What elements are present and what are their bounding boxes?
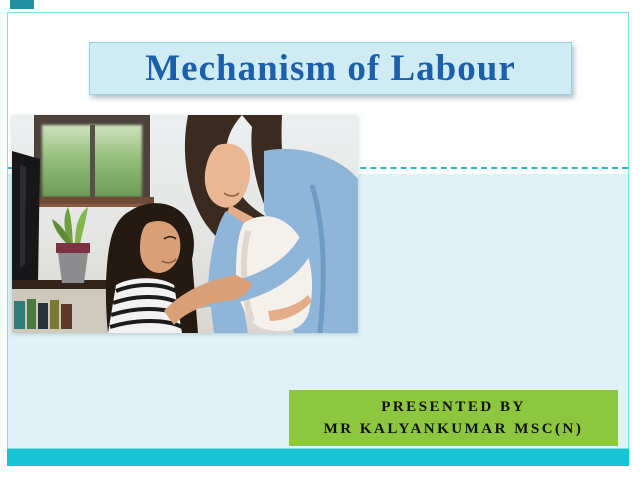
tv — [12, 151, 40, 287]
credits-box — [289, 390, 618, 446]
tv-sheen — [20, 165, 26, 267]
corner-accent-square — [10, 0, 34, 9]
credits-line-2: MR KALYANKUMAR MSC(N) — [323, 421, 584, 437]
credits-line-1: PRESENTED BY — [381, 399, 526, 415]
window — [30, 115, 154, 207]
slide-title: Mechanism of Labour — [145, 48, 516, 89]
title-box — [89, 42, 572, 95]
photo-mother-daughter — [12, 115, 358, 333]
bottom-accent-bar — [7, 448, 629, 466]
